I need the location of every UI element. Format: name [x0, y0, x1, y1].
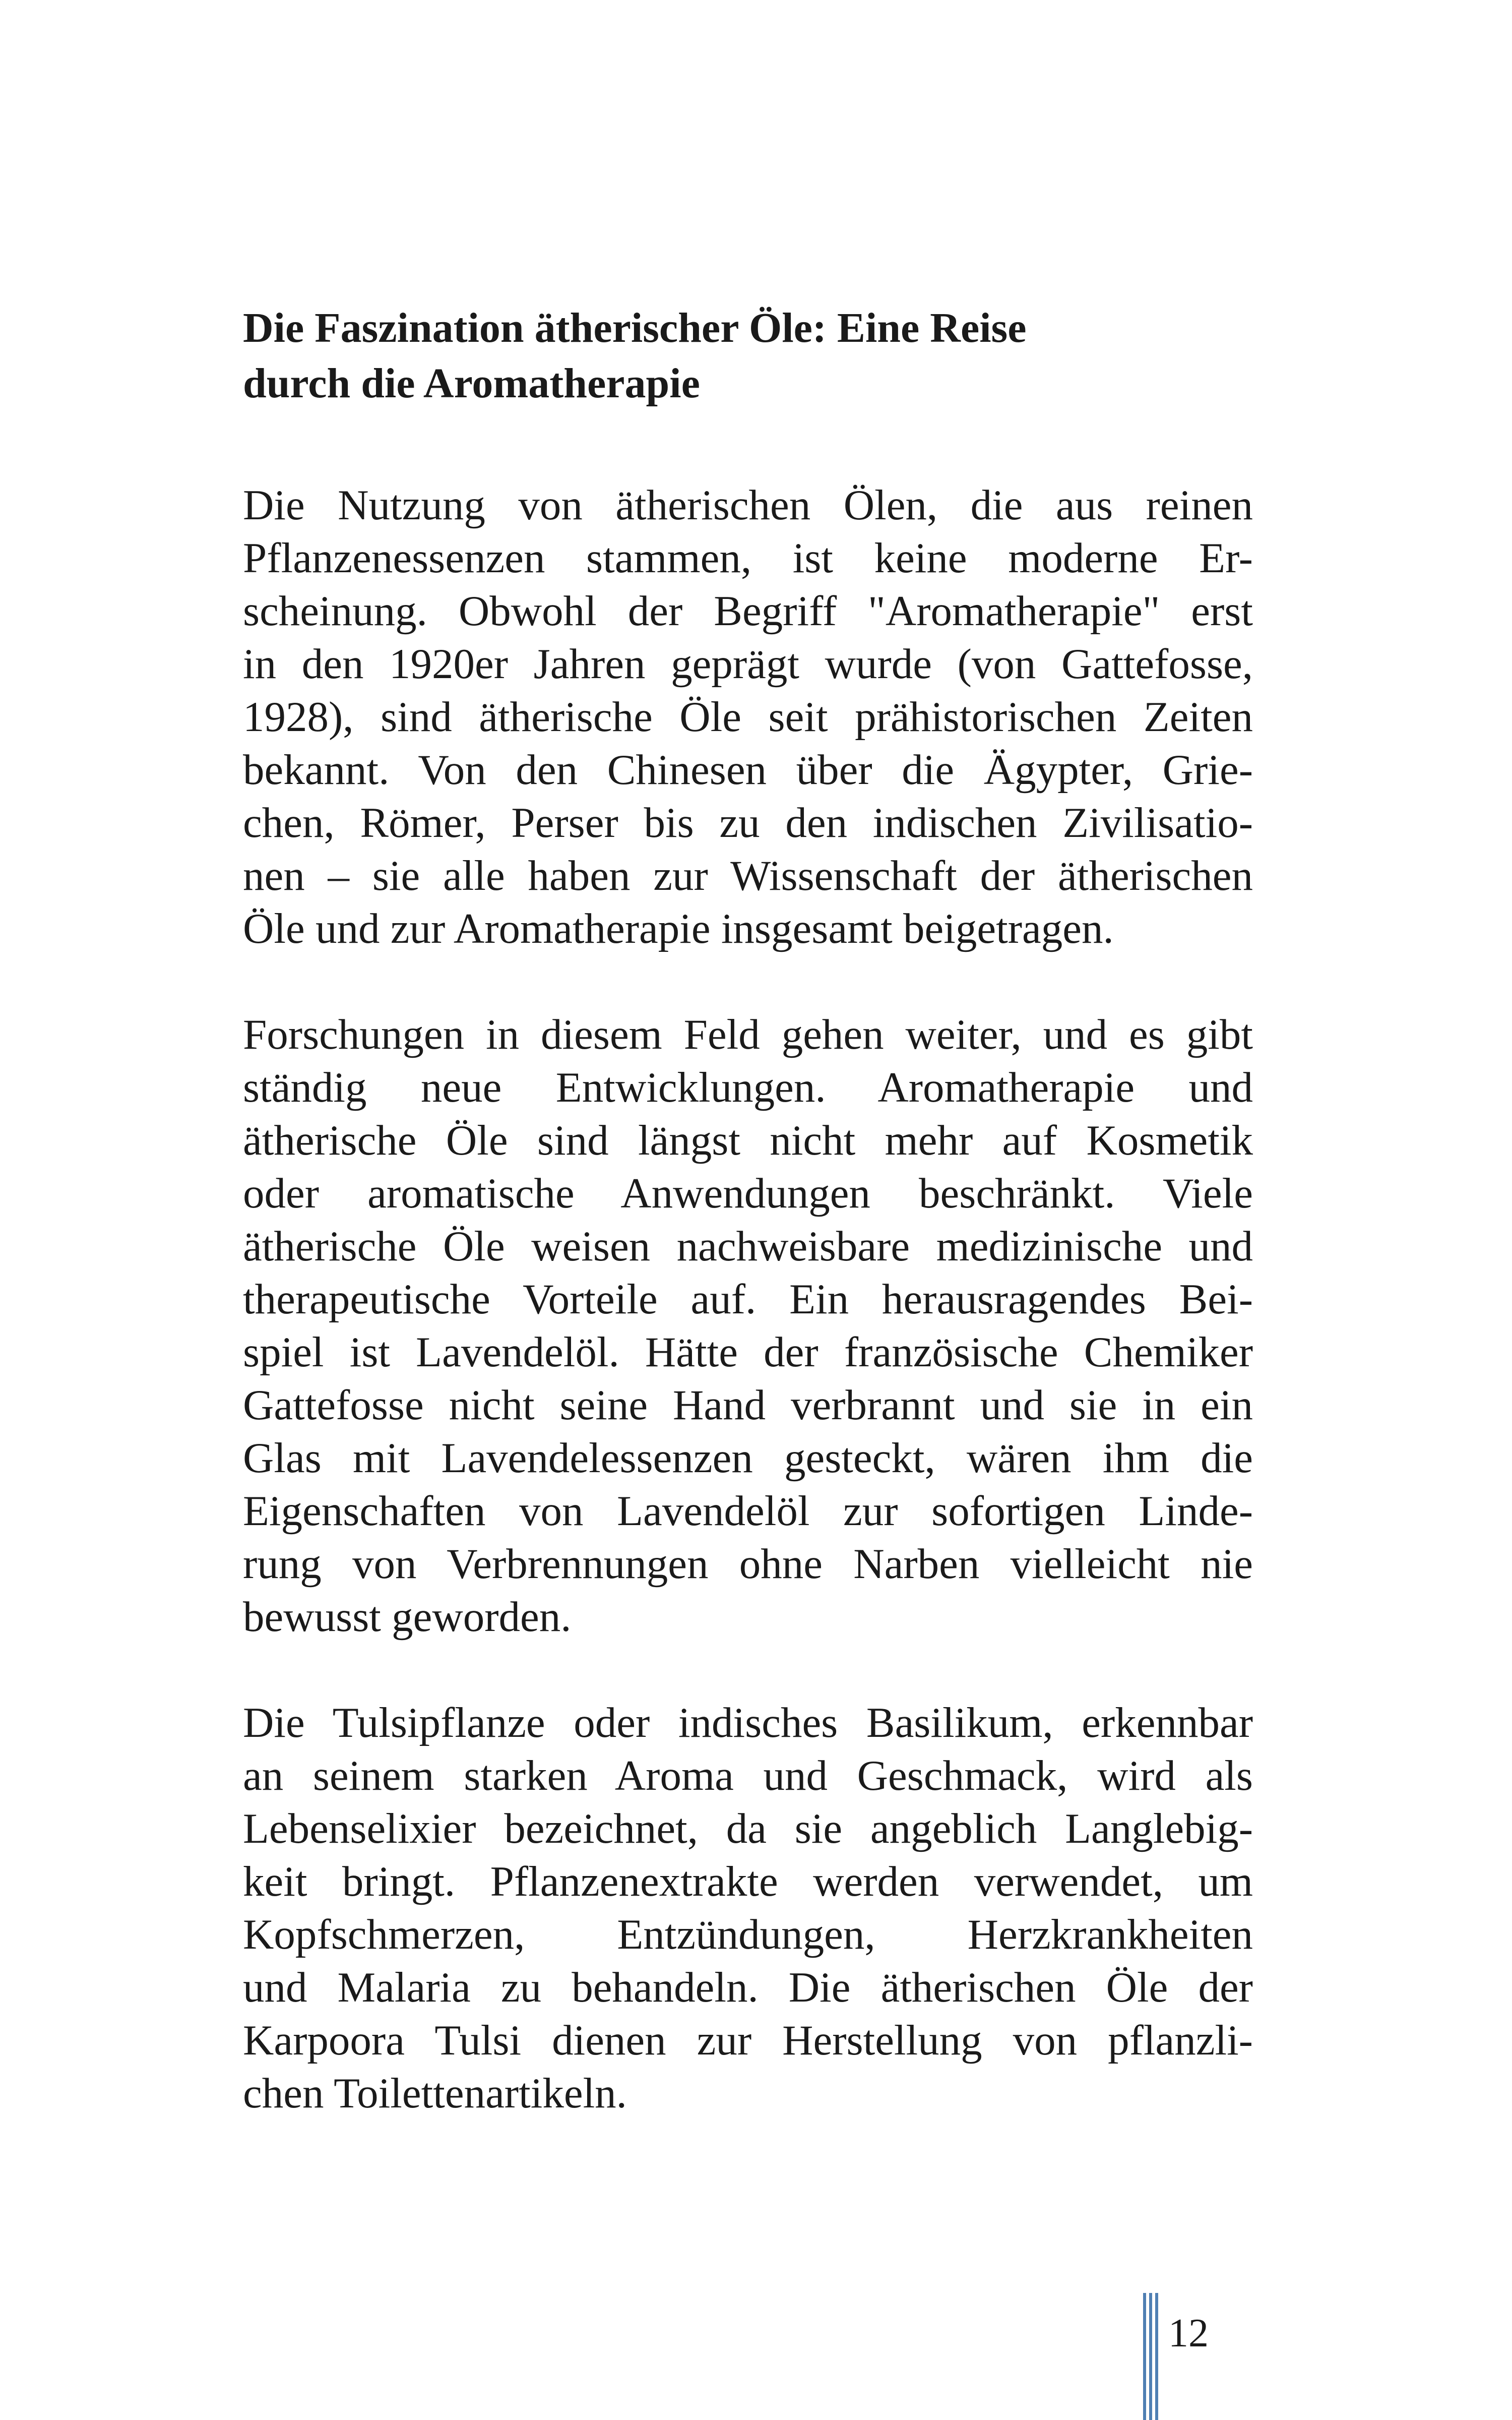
text-line: Kopfschmerzen, Entzündungen, Herzkrankheiten: [243, 1911, 1253, 1958]
title-line: Die Faszination ätherischer Öle: Eine Reise: [243, 305, 1027, 351]
paragraph-intro: [243, 479, 1253, 955]
text-line: oder aromatische Anwendungen beschränkt. Viele: [243, 1170, 1253, 1217]
page-number: 12: [1168, 2311, 1209, 2355]
page-margin-rule: [1149, 2293, 1152, 2420]
text-line: Forschungen in diesem Feld gehen weiter, und es gibt: [243, 1011, 1253, 1058]
text-line: Pflanzenessenzen stammen, ist keine moderne Er-: [243, 534, 1253, 582]
text-line: und Malaria zu behandeln. Die ätherischen Öle der: [243, 1964, 1253, 2011]
paragraph-research: [243, 1008, 1253, 1644]
text-line: chen Toilettenartikeln.: [243, 2070, 627, 2117]
text-line: keit bringt. Pflanzenextrakte werden verwendet, um: [243, 1858, 1253, 1905]
text-line: in den 1920er Jahren geprägt wurde (von Gattefosse,: [243, 640, 1253, 688]
text-line: scheinung. Obwohl der Begriff "Aromatherapie" erst: [243, 587, 1253, 635]
text-line: Die Nutzung von ätherischen Ölen, die aus reinen: [243, 481, 1253, 529]
text-line: Die Tulsipflanze oder indisches Basilikum, erkennbar: [243, 1699, 1253, 1746]
text-line: nen – sie alle haben zur Wissenschaft der ätherischen: [243, 852, 1253, 899]
text-line: Öle und zur Aromatherapie insgesamt beigetragen.: [243, 905, 1114, 952]
title-line: durch die Aromatherapie: [243, 360, 700, 407]
text-line: chen, Römer, Perser bis zu den indischen Zivilisatio-: [243, 799, 1253, 846]
text-line: Lebenselixier bezeichnet, da sie angeblich Langlebig-: [243, 1805, 1253, 1852]
chapter-title: [243, 300, 1256, 411]
text-line: rung von Verbrennungen ohne Narben vielleicht nie: [243, 1540, 1253, 1588]
text-line: Gattefosse nicht seine Hand verbrannt und sie in ein: [243, 1381, 1253, 1429]
text-line: 1928), sind ätherische Öle seit prähistorischen Zeiten: [243, 693, 1253, 741]
text-line: ätherische Öle sind längst nicht mehr auf Kosmetik: [243, 1117, 1253, 1164]
text-line: Karpoora Tulsi dienen zur Herstellung von pflanzli-: [243, 2017, 1253, 2064]
text-line: spiel ist Lavendelöl. Hätte der französische Chemiker: [243, 1328, 1253, 1376]
text-line: ständig neue Entwicklungen. Aromatherapie und: [243, 1064, 1253, 1111]
page-margin-rule: [1143, 2293, 1146, 2420]
text-line: bewusst geworden.: [243, 1593, 572, 1641]
text-line: an seinem starken Aroma und Geschmack, wird als: [243, 1752, 1253, 1799]
text-line: Glas mit Lavendelessenzen gesteckt, wären ihm die: [243, 1434, 1253, 1482]
text-line: bekannt. Von den Chinesen über die Ägypter, Grie-: [243, 746, 1253, 794]
page-margin-rule: [1155, 2293, 1158, 2420]
text-line: Eigenschaften von Lavendelöl zur sofortigen Linde-: [243, 1487, 1253, 1535]
text-line: ätherische Öle weisen nachweisbare medizinische und: [243, 1223, 1253, 1270]
paragraph-tulsi: [243, 1697, 1253, 2120]
text-line: therapeutische Vorteile auf. Ein herausragendes Bei-: [243, 1276, 1253, 1323]
